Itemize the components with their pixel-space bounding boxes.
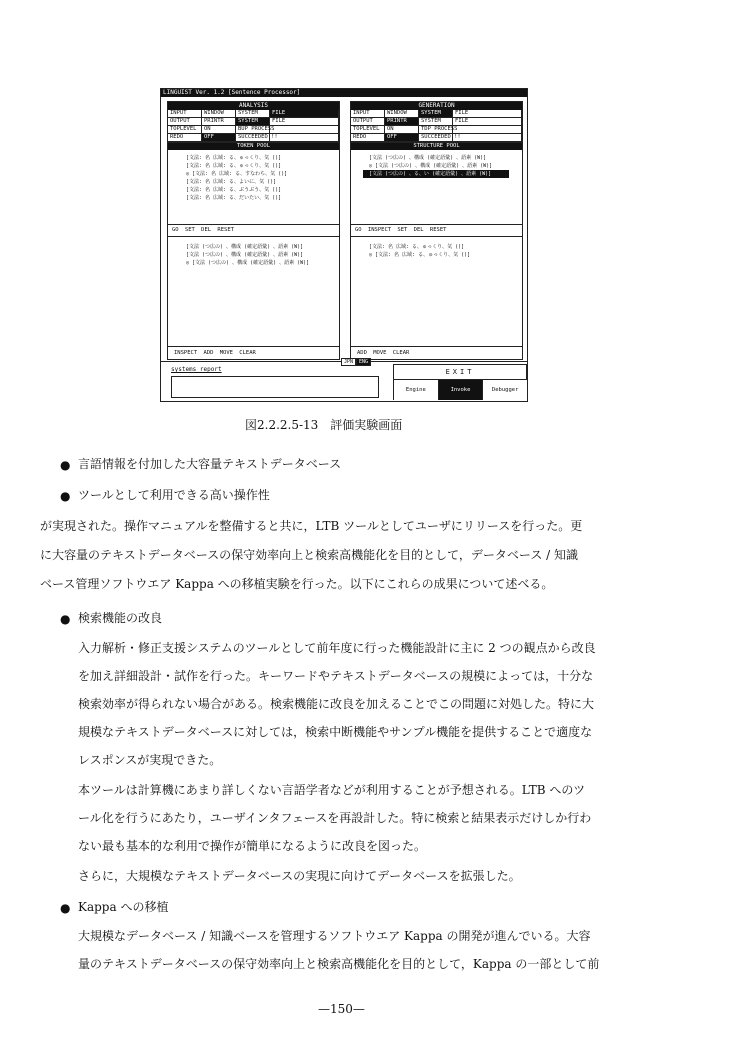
bullet-dot: ● — [60, 458, 71, 472]
menu-off[interactable]: OFF — [202, 134, 236, 142]
menu-printr[interactable]: PRINTR — [202, 118, 236, 126]
process-status: TDP PROCESS — [421, 126, 458, 132]
mode-selector — [393, 380, 527, 400]
menu-file[interactable]: FILE — [270, 110, 339, 118]
result-status: SUCCEEDED !! — [421, 134, 461, 140]
menu-toplevel[interactable]: TOPLEVEL — [168, 126, 202, 134]
bullet-text: 言語情報を付加した大容量テキストデータベース — [78, 457, 342, 471]
generation-command-bar[interactable]: GO INSPECT SET DEL RESET — [351, 224, 522, 237]
language-toggle[interactable] — [341, 358, 371, 366]
bullet-dot: ● — [60, 901, 71, 915]
menu-system[interactable]: SYSTEM — [419, 110, 453, 118]
generation-menu — [351, 110, 522, 143]
menu-redo[interactable]: REDO — [351, 134, 385, 142]
list-item[interactable]: [文法: 名 広域: る、ぶうぶう、気 ()] — [186, 187, 282, 193]
bullet-text: ツールとして利用できる高い操作性 — [78, 488, 270, 502]
list-item[interactable]: [文法 (つ広の) 、構成 (確定語彙) 、語素 (W)] — [186, 252, 304, 258]
list-item[interactable]: ◎ [文法: 名 広域: る、ゅっくり、気 ()] — [369, 252, 471, 258]
list-item[interactable]: [文法: 名 広域: る、ゅっくり、気 ()] — [369, 244, 465, 250]
analysis-result-list — [168, 237, 339, 309]
analysis-panel — [167, 101, 340, 360]
menu-empty — [270, 126, 339, 134]
menu-system-2[interactable]: SYSTEM — [419, 118, 453, 126]
exit-button[interactable]: EXIT — [393, 364, 527, 380]
menu-empty-2 — [270, 134, 339, 142]
analysis-command-bar[interactable]: GO SET DEL RESET — [168, 224, 339, 237]
menu-window[interactable]: WINDOW — [202, 110, 236, 118]
menu-empty-2 — [453, 134, 522, 142]
menu-output[interactable]: OUTPUT — [168, 118, 202, 126]
generation-bottom-commands[interactable]: ADD MOVE CLEAR — [351, 346, 522, 359]
screenshot-figure — [160, 88, 528, 402]
section-heading: Kappa への移植 — [78, 900, 169, 914]
result-status: SUCCEEDED !! — [238, 134, 278, 140]
mode-engine[interactable]: Engine — [393, 380, 438, 400]
paragraph-line: が実現された。操作マニュアルを整備すると共に，LTB ツールとしてユーザにリリースを行った。更 — [40, 519, 583, 533]
paragraph-line: ール化を行うにあたり，ユーザインタフェースを再設計した。特に検索と結果表示だけしか行わ — [78, 811, 592, 825]
paragraph-line: 検索効率が得られない場合がある。検索機能に改良を加えることでこの問題に対処した。特に大 — [78, 697, 595, 711]
window-title-bar: LINGUIST Ver. 1.2 [Sentence Processor] — [161, 89, 527, 97]
analysis-panel-title: ANALYSIS — [168, 102, 339, 110]
list-item[interactable]: [文法: 名 広域: る、だいたい、気 ()] — [186, 195, 282, 201]
menu-redo[interactable]: REDO — [168, 134, 202, 142]
structure-pool-list — [351, 150, 522, 224]
menu-on[interactable]: ON — [202, 126, 236, 134]
paragraph-line: さらに，大規模なテキストデータベースの実現に向けてデータベースを拡張した。 — [78, 869, 521, 883]
bullet-dot: ● — [60, 612, 71, 626]
paragraph-line: 大規模なデータベース / 知識ベースを管理するソフトウエア Kappa の開発が進んでいる。大容 — [78, 929, 591, 943]
list-item[interactable]: [文法: 名 広域: る、ゅっくり、気 ()] — [186, 163, 282, 169]
bottom-area — [161, 361, 527, 401]
generation-result-list — [351, 237, 522, 309]
paragraph-line: 入力解析・修正支援システムのツールとして前年度に行った機能設計に主に 2 つの観点から改良 — [78, 641, 596, 655]
list-item-selected[interactable]: [文法 (つ広の) 、る、い (確定語彙) 、語素 (W)] — [363, 170, 509, 178]
lang-eng[interactable]: ENG — [356, 358, 371, 366]
systems-report-label: systems report — [171, 366, 222, 373]
generation-panel-title: GENERATION — [351, 102, 522, 110]
paragraph-line: に大容量のテキストデータベースの保守効率向上と検索高機能化を目的として，データベース / 知識 — [40, 548, 578, 562]
section-heading: 検索機能の改良 — [78, 611, 163, 625]
paragraph-line: 本ツールは計算機にあまり詳しくない言語学者などが利用することが予想される。LTB へのツ — [78, 783, 586, 797]
menu-file-2[interactable]: FILE — [270, 118, 339, 126]
menu-empty — [453, 126, 522, 134]
menu-system-2[interactable]: SYSTEM — [236, 118, 270, 126]
mode-invoke[interactable]: Invoke — [438, 380, 483, 400]
paragraph-line: 量のテキストデータベースの保守効率向上と検索高機能化を目的として，Kappa の一部として前 — [78, 957, 600, 971]
menu-output[interactable]: OUTPUT — [351, 118, 385, 126]
bullet-dot: ● — [60, 489, 71, 503]
mode-debugger[interactable]: Debugger — [482, 380, 527, 400]
menu-system[interactable]: SYSTEM — [236, 110, 270, 118]
page-number: —150— — [318, 1002, 365, 1016]
paragraph-line: 規模なテキストデータベースに対しては，検索中断機能やサンプル機能を提供することで適度な — [78, 725, 593, 739]
list-item[interactable]: ◎ [文法 (つ広の) 、構成 (確定語彙) 、語素 (W)] — [369, 163, 493, 169]
process-status: BUP PROCESS — [238, 126, 275, 132]
list-item[interactable]: [文法 (つ広の) 、構成 (確定語彙) 、語素 (W)] — [186, 244, 304, 250]
menu-file-2[interactable]: FILE — [453, 118, 522, 126]
token-pool-list — [168, 150, 339, 224]
systems-report-box[interactable] — [171, 376, 379, 398]
menu-file[interactable]: FILE — [453, 110, 522, 118]
paragraph-line: ベース管理ソフトウエア Kappa への移植実験を行った。以下にこれらの成果について述べる。 — [40, 577, 554, 591]
menu-input[interactable]: INPUT — [351, 110, 385, 118]
list-item[interactable]: [文法: 名 広域: る、よいに、気 ()] — [186, 179, 277, 185]
menu-input[interactable]: INPUT — [168, 110, 202, 118]
figure-caption: 図2.2.2.5-13 評価実験画面 — [245, 418, 403, 432]
list-item[interactable]: ◎ [文法 (つ広の) 、構成 (確定語彙) 、語素 (W)] — [186, 260, 310, 266]
menu-window[interactable]: WINDOW — [385, 110, 419, 118]
list-item[interactable]: [文法: 名 広域: る、ゅっくり、気 ()] — [186, 155, 282, 161]
list-item[interactable]: ◎ [文法: 名 広域: る、すなわち、気 ()] — [186, 171, 288, 177]
token-pool-title: TOKEN POOL — [168, 143, 339, 150]
menu-off[interactable]: OFF — [385, 134, 419, 142]
paragraph-line: レスポンスが実現できた。 — [78, 753, 222, 767]
menu-printr[interactable]: PRINTR — [385, 118, 419, 126]
analysis-menu — [168, 110, 339, 143]
lang-jpn[interactable]: JPN — [341, 358, 356, 366]
menu-on[interactable]: ON — [385, 126, 419, 134]
generation-panel — [350, 101, 523, 360]
structure-pool-title: STRUCTURE POOL — [351, 143, 522, 150]
paragraph-line: ない最も基本的な利用で操作が簡単になるように改良を図った。 — [78, 839, 427, 853]
paragraph-line: を加え詳細設計・試作を行った。キーワードやテキストデータベースの規模によっては，十分な — [78, 669, 594, 683]
analysis-bottom-commands[interactable]: INSPECT ADD MOVE CLEAR — [168, 346, 339, 359]
list-item[interactable]: [文法 (つ広の) 、構成 (確定語彙) 、語素 (W)] — [369, 155, 487, 161]
menu-toplevel[interactable]: TOPLEVEL — [351, 126, 385, 134]
